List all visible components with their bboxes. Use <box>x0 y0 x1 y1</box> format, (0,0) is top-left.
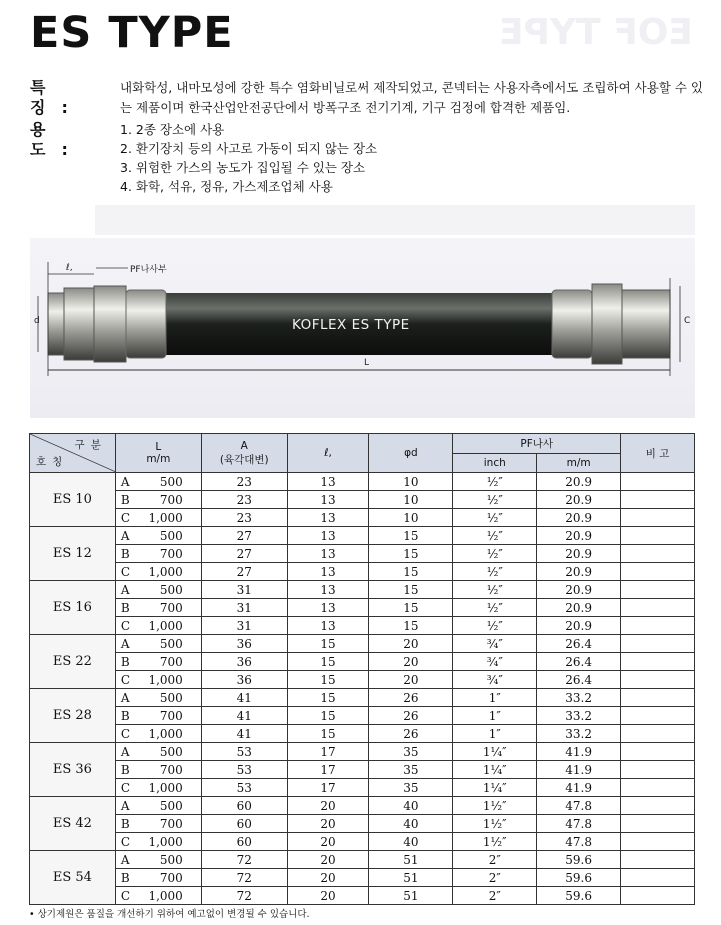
footnote: • 상기제원은 품질을 개선하기 위하여 예고없이 변경될 수 있습니다. <box>29 909 310 920</box>
table-row <box>30 743 695 761</box>
length-value: 1,000 <box>148 780 183 795</box>
hex-width-cell: 31 <box>201 599 287 617</box>
remark-cell <box>621 635 695 653</box>
length-cell <box>115 491 201 509</box>
remark-cell <box>621 509 695 527</box>
length-value: 500 <box>159 744 183 759</box>
hex-width-cell: 53 <box>201 743 287 761</box>
l1-cell: 15 <box>287 635 369 653</box>
length-cell <box>115 869 201 887</box>
length-value: 700 <box>159 600 183 615</box>
l1-cell: 13 <box>287 545 369 563</box>
hex-width-cell: 36 <box>201 671 287 689</box>
pf-inch-cell: 1¼″ <box>453 779 537 797</box>
l1-cell: 20 <box>287 797 369 815</box>
l1-cell: 20 <box>287 851 369 869</box>
length-cell <box>115 689 201 707</box>
length-cell <box>115 653 201 671</box>
length-cell <box>115 617 201 635</box>
header-mm: m/m <box>537 453 621 473</box>
dim-c-label: C <box>684 316 691 326</box>
length-cell <box>115 545 201 563</box>
hose-brand-label: KOFLEX ES TYPE <box>292 317 410 333</box>
l1-cell: 15 <box>287 671 369 689</box>
diameter-cell: 15 <box>369 527 453 545</box>
pf-inch-cell: ½″ <box>453 509 537 527</box>
remark-cell <box>621 563 695 581</box>
length-value: 500 <box>159 474 183 489</box>
remark-cell <box>621 689 695 707</box>
remark-cell <box>621 851 695 869</box>
pf-inch-cell: 1¼″ <box>453 743 537 761</box>
features-label: 특 징: <box>30 78 84 117</box>
usage-label: 용 도: <box>30 120 84 159</box>
table-row <box>30 869 695 887</box>
pf-inch-cell: 2″ <box>453 887 537 905</box>
length-value: 700 <box>159 762 183 777</box>
length-cell <box>115 563 201 581</box>
dim-l1-label: ℓ, <box>66 263 73 273</box>
length-cell <box>115 599 201 617</box>
length-value: 1,000 <box>148 726 183 741</box>
length-cell <box>115 671 201 689</box>
header-A-sub: (육각대변) <box>219 453 269 466</box>
length-cell <box>115 743 201 761</box>
table-row <box>30 851 695 869</box>
length-cell <box>115 761 201 779</box>
length-grade: C <box>120 564 131 579</box>
hex-width-cell: 53 <box>201 779 287 797</box>
length-grade: A <box>120 690 130 705</box>
length-grade: B <box>120 654 130 669</box>
pf-inch-cell: ½″ <box>453 617 537 635</box>
spec-table <box>29 433 695 905</box>
remark-cell <box>621 833 695 851</box>
table-row <box>30 473 695 491</box>
length-grade: B <box>120 600 130 615</box>
hex-width-cell: 72 <box>201 851 287 869</box>
diameter-cell: 40 <box>369 815 453 833</box>
pf-mm-cell: 26.4 <box>537 671 621 689</box>
model-name: ES 28 <box>30 689 116 743</box>
diameter-cell: 20 <box>369 635 453 653</box>
l1-cell: 13 <box>287 581 369 599</box>
length-cell <box>115 635 201 653</box>
pf-inch-cell: ½″ <box>453 563 537 581</box>
table-row <box>30 563 695 581</box>
usage-item: 1. 2종 장소에 사용 <box>120 122 225 137</box>
length-grade: C <box>120 888 131 903</box>
header-inch: inch <box>453 453 537 473</box>
hex-width-cell: 36 <box>201 653 287 671</box>
hex-width-cell: 60 <box>201 833 287 851</box>
features-text: 내화학성, 내마모성에 강한 특수 염화비닐로써 제작되었고, 콘넥터는 사용자측에서도 조립하여 사용할 수 있는 제품이며 한국산업안전공단에서 방폭구조 전기기계, 기구 검정에 합격한 제품임. <box>120 80 703 115</box>
remark-cell <box>621 887 695 905</box>
table-row <box>30 707 695 725</box>
diameter-cell: 51 <box>369 851 453 869</box>
length-grade: B <box>120 762 130 777</box>
model-name: ES 36 <box>30 743 116 797</box>
length-value: 500 <box>159 528 183 543</box>
l1-cell: 20 <box>287 833 369 851</box>
length-grade: B <box>120 546 130 561</box>
table-row <box>30 509 695 527</box>
dim-d-label: d <box>34 316 40 326</box>
l1-cell: 20 <box>287 815 369 833</box>
length-cell <box>115 473 201 491</box>
pf-mm-cell: 20.9 <box>537 473 621 491</box>
length-cell <box>115 797 201 815</box>
header-category: 구분 <box>74 439 107 451</box>
diameter-cell: 51 <box>369 887 453 905</box>
model-name: ES 10 <box>30 473 116 527</box>
table-row <box>30 779 695 797</box>
l1-cell: 13 <box>287 491 369 509</box>
remark-cell <box>621 761 695 779</box>
table-row <box>30 599 695 617</box>
pf-inch-cell: ½″ <box>453 491 537 509</box>
table-row <box>30 581 695 599</box>
pf-inch-cell: ¾″ <box>453 671 537 689</box>
hex-width-cell: 41 <box>201 707 287 725</box>
header-d: φd <box>369 434 453 473</box>
pf-inch-cell: 2″ <box>453 851 537 869</box>
pf-inch-cell: 1¼″ <box>453 761 537 779</box>
length-grade: C <box>120 780 131 795</box>
hex-width-cell: 27 <box>201 545 287 563</box>
length-value: 1,000 <box>148 510 183 525</box>
hex-width-cell: 27 <box>201 527 287 545</box>
l1-cell: 13 <box>287 617 369 635</box>
model-name: ES 22 <box>30 635 116 689</box>
diameter-cell: 51 <box>369 869 453 887</box>
pf-mm-cell: 20.9 <box>537 599 621 617</box>
pf-mm-cell: 47.8 <box>537 815 621 833</box>
length-value: 500 <box>159 690 183 705</box>
table-row <box>30 545 695 563</box>
table-row <box>30 761 695 779</box>
table-row <box>30 833 695 851</box>
diameter-cell: 15 <box>369 581 453 599</box>
page-title: ES TYPE <box>30 8 234 58</box>
l1-cell: 15 <box>287 653 369 671</box>
remark-cell <box>621 671 695 689</box>
pf-inch-cell: 1½″ <box>453 797 537 815</box>
l1-cell: 15 <box>287 689 369 707</box>
hex-width-cell: 31 <box>201 617 287 635</box>
hex-width-cell: 53 <box>201 761 287 779</box>
length-grade: A <box>120 744 130 759</box>
l1-cell: 17 <box>287 779 369 797</box>
length-value: 500 <box>159 582 183 597</box>
length-value: 700 <box>159 492 183 507</box>
header-l1: ℓ, <box>287 434 369 473</box>
hex-width-cell: 60 <box>201 797 287 815</box>
length-grade: C <box>120 726 131 741</box>
pf-inch-cell: 2″ <box>453 869 537 887</box>
length-grade: B <box>120 492 130 507</box>
hex-width-cell: 41 <box>201 689 287 707</box>
pf-inch-cell: ½″ <box>453 545 537 563</box>
header-pf: PF나사 <box>453 434 621 454</box>
length-cell <box>115 707 201 725</box>
usage-item: 4. 화학, 석유, 정유, 가스제조업체 사용 <box>120 179 333 194</box>
diameter-cell: 26 <box>369 725 453 743</box>
length-cell <box>115 833 201 851</box>
pf-inch-cell: 1″ <box>453 689 537 707</box>
pf-mm-cell: 47.8 <box>537 797 621 815</box>
hex-width-cell: 72 <box>201 887 287 905</box>
length-value: 500 <box>159 798 183 813</box>
header-remark: 비 고 <box>621 434 695 473</box>
spec-table-body <box>30 473 695 905</box>
table-row <box>30 725 695 743</box>
l1-cell: 13 <box>287 527 369 545</box>
diameter-cell: 15 <box>369 599 453 617</box>
length-grade: C <box>120 672 131 687</box>
pf-mm-cell: 26.4 <box>537 653 621 671</box>
pf-mm-cell: 59.6 <box>537 887 621 905</box>
usage-list <box>120 120 377 196</box>
l1-cell: 15 <box>287 707 369 725</box>
diameter-cell: 26 <box>369 707 453 725</box>
length-value: 1,000 <box>148 618 183 633</box>
length-value: 700 <box>159 546 183 561</box>
length-cell <box>115 815 201 833</box>
pf-mm-cell: 20.9 <box>537 581 621 599</box>
length-value: 500 <box>159 636 183 651</box>
table-row <box>30 671 695 689</box>
l1-cell: 15 <box>287 725 369 743</box>
table-row <box>30 491 695 509</box>
usage-item: 3. 위험한 가스의 농도가 집입될 수 있는 장소 <box>120 160 366 175</box>
length-cell <box>115 851 201 869</box>
length-cell <box>115 887 201 905</box>
remark-cell <box>621 725 695 743</box>
pf-mm-cell: 59.6 <box>537 869 621 887</box>
model-name: ES 54 <box>30 851 116 905</box>
diameter-cell: 10 <box>369 491 453 509</box>
hose-diagram <box>30 238 695 418</box>
pf-inch-cell: ½″ <box>453 473 537 491</box>
pf-mm-cell: 20.9 <box>537 617 621 635</box>
length-grade: A <box>120 474 130 489</box>
length-value: 700 <box>159 654 183 669</box>
header-corner <box>30 434 116 473</box>
remark-cell <box>621 707 695 725</box>
mirrored-ghost-title: EOF TYPE <box>499 12 693 53</box>
length-grade: A <box>120 798 130 813</box>
pf-mm-cell: 41.9 <box>537 779 621 797</box>
hex-width-cell: 36 <box>201 635 287 653</box>
hex-width-cell: 27 <box>201 563 287 581</box>
l1-cell: 17 <box>287 743 369 761</box>
header-A <box>201 434 287 473</box>
length-grade: A <box>120 852 130 867</box>
table-row <box>30 797 695 815</box>
table-row <box>30 635 695 653</box>
pf-inch-cell: ¾″ <box>453 653 537 671</box>
hex-width-cell: 23 <box>201 491 287 509</box>
pf-mm-cell: 20.9 <box>537 527 621 545</box>
length-cell <box>115 779 201 797</box>
length-cell <box>115 527 201 545</box>
diameter-cell: 15 <box>369 617 453 635</box>
length-value: 1,000 <box>148 834 183 849</box>
pf-mm-cell: 20.9 <box>537 491 621 509</box>
pf-mm-cell: 33.2 <box>537 707 621 725</box>
hex-width-cell: 23 <box>201 509 287 527</box>
diameter-cell: 20 <box>369 671 453 689</box>
pf-inch-cell: 1″ <box>453 707 537 725</box>
features-row <box>30 78 710 118</box>
remark-cell <box>621 779 695 797</box>
dim-pf-label: PF나사부 <box>130 265 167 275</box>
pf-inch-cell: 1½″ <box>453 833 537 851</box>
pf-mm-cell: 26.4 <box>537 635 621 653</box>
l1-cell: 13 <box>287 473 369 491</box>
diameter-cell: 35 <box>369 779 453 797</box>
usage-item: 2. 환기장치 등의 사고로 가동이 되지 않는 장소 <box>120 141 378 156</box>
length-value: 1,000 <box>148 672 183 687</box>
pf-mm-cell: 20.9 <box>537 563 621 581</box>
header-A-label: A <box>240 439 248 452</box>
model-name: ES 42 <box>30 797 116 851</box>
length-grade: A <box>120 636 130 651</box>
remark-cell <box>621 617 695 635</box>
l1-cell: 13 <box>287 509 369 527</box>
l1-cell: 13 <box>287 563 369 581</box>
pf-mm-cell: 20.9 <box>537 545 621 563</box>
hex-width-cell: 72 <box>201 869 287 887</box>
model-name: ES 12 <box>30 527 116 581</box>
diameter-cell: 35 <box>369 743 453 761</box>
header-L-label: L <box>155 441 162 453</box>
length-value: 500 <box>159 852 183 867</box>
table-row <box>30 653 695 671</box>
remark-cell <box>621 491 695 509</box>
remark-cell <box>621 473 695 491</box>
hex-width-cell: 60 <box>201 815 287 833</box>
remark-cell <box>621 743 695 761</box>
pf-mm-cell: 47.8 <box>537 833 621 851</box>
diameter-cell: 15 <box>369 545 453 563</box>
table-row <box>30 689 695 707</box>
length-cell <box>115 581 201 599</box>
length-grade: B <box>120 708 130 723</box>
diameter-cell: 20 <box>369 653 453 671</box>
pf-mm-cell: 59.6 <box>537 851 621 869</box>
pf-inch-cell: ¾″ <box>453 635 537 653</box>
table-row <box>30 887 695 905</box>
header-L <box>115 434 201 473</box>
pf-mm-cell: 41.9 <box>537 743 621 761</box>
pf-inch-cell: 1″ <box>453 725 537 743</box>
header-designation: 호칭 <box>36 456 69 468</box>
length-grade: B <box>120 816 130 831</box>
remark-cell <box>621 815 695 833</box>
l1-cell: 13 <box>287 599 369 617</box>
length-value: 700 <box>159 708 183 723</box>
length-value: 700 <box>159 816 183 831</box>
pf-mm-cell: 20.9 <box>537 509 621 527</box>
diameter-cell: 26 <box>369 689 453 707</box>
diameter-cell: 15 <box>369 563 453 581</box>
remark-cell <box>621 797 695 815</box>
usage-row <box>30 120 710 196</box>
pf-inch-cell: ½″ <box>453 527 537 545</box>
diameter-cell: 10 <box>369 509 453 527</box>
table-row <box>30 617 695 635</box>
remark-cell <box>621 581 695 599</box>
ghost-band <box>95 205 695 235</box>
length-grade: B <box>120 870 130 885</box>
table-row <box>30 527 695 545</box>
length-value: 1,000 <box>148 564 183 579</box>
remark-cell <box>621 527 695 545</box>
length-grade: C <box>120 834 131 849</box>
length-grade: C <box>120 618 131 633</box>
length-grade: C <box>120 510 131 525</box>
pf-mm-cell: 33.2 <box>537 689 621 707</box>
length-value: 700 <box>159 870 183 885</box>
description-block <box>30 78 710 196</box>
pf-inch-cell: ½″ <box>453 581 537 599</box>
model-name: ES 16 <box>30 581 116 635</box>
length-grade: A <box>120 528 130 543</box>
l1-cell: 17 <box>287 761 369 779</box>
hex-width-cell: 41 <box>201 725 287 743</box>
remark-cell <box>621 869 695 887</box>
remark-cell <box>621 545 695 563</box>
remark-cell <box>621 599 695 617</box>
pf-inch-cell: 1½″ <box>453 815 537 833</box>
hex-width-cell: 31 <box>201 581 287 599</box>
diameter-cell: 10 <box>369 473 453 491</box>
length-grade: A <box>120 582 130 597</box>
length-value: 1,000 <box>148 888 183 903</box>
table-row <box>30 815 695 833</box>
l1-cell: 20 <box>287 869 369 887</box>
header-L-unit: m/m <box>146 453 171 465</box>
diameter-cell: 40 <box>369 797 453 815</box>
l1-cell: 20 <box>287 887 369 905</box>
remark-cell <box>621 653 695 671</box>
pf-mm-cell: 33.2 <box>537 725 621 743</box>
dim-L-label: L <box>364 358 370 368</box>
diameter-cell: 40 <box>369 833 453 851</box>
pf-mm-cell: 41.9 <box>537 761 621 779</box>
length-cell <box>115 725 201 743</box>
length-cell <box>115 509 201 527</box>
pf-inch-cell: ½″ <box>453 599 537 617</box>
diameter-cell: 35 <box>369 761 453 779</box>
hex-width-cell: 23 <box>201 473 287 491</box>
